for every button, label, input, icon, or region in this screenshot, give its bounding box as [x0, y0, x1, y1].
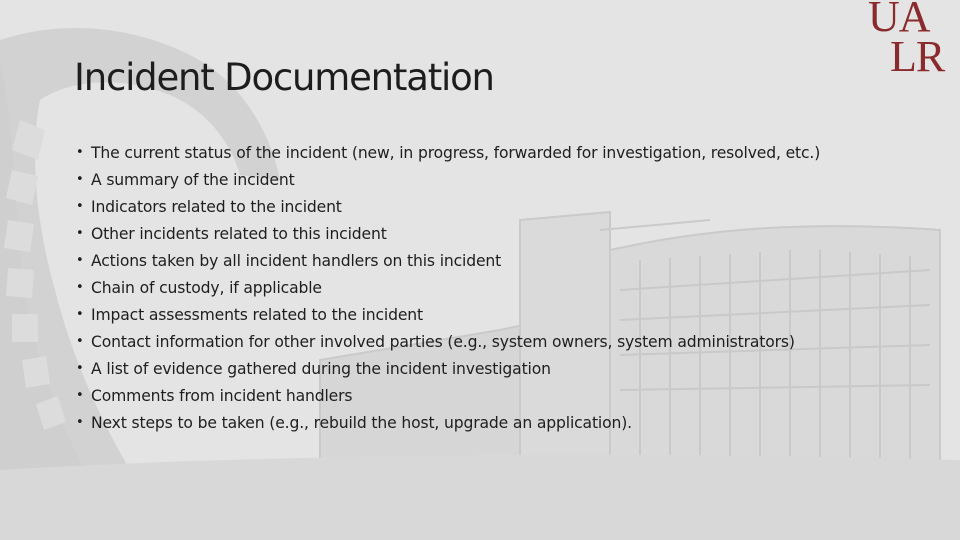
bullet-list — [74, 141, 820, 438]
bullet-text: Actions taken by all incident handlers on this incident — [91, 252, 502, 270]
bullet-icon: • — [76, 280, 84, 295]
list-item — [74, 195, 820, 222]
bullet-text: Chain of custody, if applicable — [91, 279, 322, 297]
bullet-icon: • — [76, 172, 84, 187]
bullet-text: Indicators related to the incident — [91, 198, 342, 216]
list-item — [74, 249, 820, 276]
bullet-icon: • — [76, 226, 84, 241]
list-item — [74, 384, 820, 411]
bullet-icon: • — [76, 253, 84, 268]
bullet-text: The current status of the incident (new, in progress, forwarded for investigation, resolved, etc.) — [91, 144, 821, 162]
list-item — [74, 411, 820, 438]
list-item — [74, 303, 820, 330]
bullet-text: Comments from incident handlers — [91, 387, 353, 405]
logo-line-2: LR — [890, 32, 945, 81]
list-item — [74, 330, 820, 357]
bullet-text: Contact information for other involved parties (e.g., system owners, system administrators) — [91, 333, 795, 351]
bullet-text: Next steps to be taken (e.g., rebuild the host, upgrade an application). — [91, 414, 632, 432]
bullet-text: Other incidents related to this incident — [91, 225, 387, 243]
bullet-icon: • — [76, 334, 84, 349]
bullet-icon: • — [76, 199, 84, 214]
logo-line-1: UA — [868, 0, 930, 41]
bullet-text: A list of evidence gathered during the incident investigation — [91, 360, 551, 378]
list-item — [74, 141, 820, 168]
bullet-text: Impact assessments related to the incident — [91, 306, 423, 324]
bullet-text: A summary of the incident — [91, 171, 295, 189]
list-item — [74, 276, 820, 303]
bullet-icon: • — [76, 415, 84, 430]
bullet-icon: • — [76, 388, 84, 403]
list-item — [74, 357, 820, 384]
slide-title: Incident Documentation — [74, 56, 494, 99]
list-item — [74, 222, 820, 249]
list-item — [74, 168, 820, 195]
university-logo — [862, 0, 954, 80]
bullet-icon: • — [76, 307, 84, 322]
bullet-icon: • — [76, 361, 84, 376]
ground-watermark — [0, 455, 960, 540]
bullet-icon: • — [76, 145, 84, 160]
